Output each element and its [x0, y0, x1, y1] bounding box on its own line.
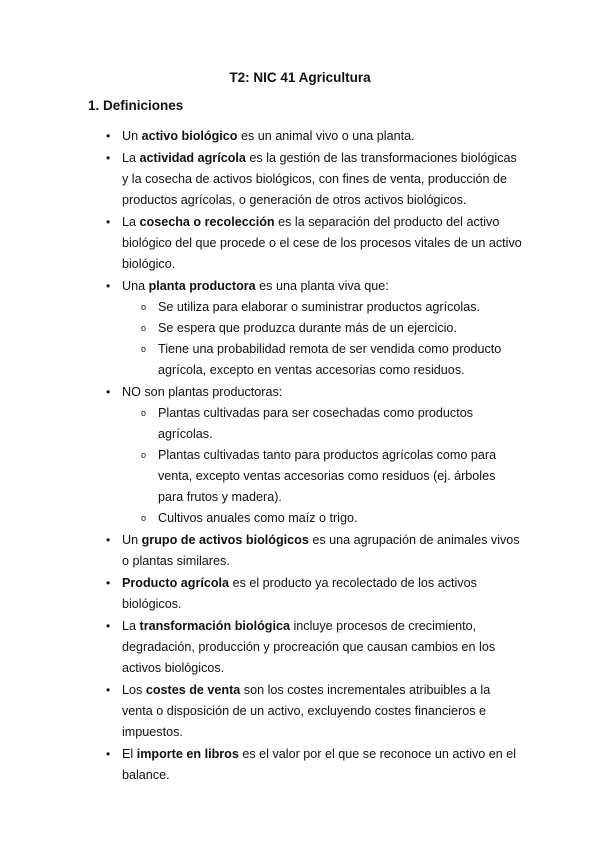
bullet-icon: • — [106, 619, 111, 633]
sub-bullet-icon: o — [141, 408, 147, 418]
sub-list-item: o Tiene una probabilidad remota de ser vendida como producto agrícola, excepto en ventas accesorias como residuos. — [158, 339, 522, 381]
list-item: • Producto agrícola es el producto ya recolectado de los activos biológicos. — [122, 573, 522, 615]
bullet-icon: • — [106, 533, 111, 547]
sub-bullet-icon: o — [141, 323, 147, 333]
bullet-icon: • — [106, 385, 111, 399]
term: importe en libros — [136, 747, 239, 761]
list-item: • La actividad agrícola es la gestión de las transformaciones biológicas y la cosecha de activos biológicos, con fines de venta, producción de productos agrícolas, o generación de otros activos biológicos. — [122, 148, 522, 211]
term: planta productora — [148, 279, 256, 293]
sub-bullet-icon: o — [141, 513, 147, 523]
term: actividad agrícola — [139, 151, 246, 165]
sub-bullet-icon: o — [141, 302, 147, 312]
list-item: • El importe en libros es el valor por el que se reconoce un activo en el balance. — [122, 744, 522, 786]
list-item: • La cosecha o recolección es la separación del producto del activo biológico del que procede o el cese de los procesos vitales de un activo biológico. — [122, 212, 522, 275]
list-item: • Un grupo de activos biológicos es una agrupación de animales vivos o plantas similares. — [122, 530, 522, 572]
definitions-list — [106, 126, 522, 787]
section-heading: 1. Definiciones — [88, 98, 184, 113]
bullet-icon: • — [106, 747, 111, 761]
list-item: • La transformación biológica incluye procesos de crecimiento, degradación, producción y procreación que causan cambios en los activos biológicos. — [122, 616, 522, 679]
sub-bullet-icon: o — [141, 344, 147, 354]
bullet-icon: • — [106, 151, 111, 165]
sub-list — [141, 403, 522, 529]
sub-list-item: o Plantas cultivadas para ser cosechadas como productos agrícolas. — [158, 403, 522, 445]
bullet-icon: • — [106, 576, 111, 590]
sub-list-item: o Se espera que produzca durante más de un ejercicio. — [158, 318, 522, 339]
term: costes de venta — [145, 683, 241, 697]
sub-list-item: o Cultivos anuales como maíz o trigo. — [158, 508, 522, 529]
bullet-icon: • — [106, 215, 111, 229]
term: grupo de activos biológicos — [141, 533, 309, 547]
term: activo biológico — [141, 129, 238, 143]
bullet-icon: • — [106, 129, 111, 143]
list-item: • NO son plantas productoras: o Plantas cultivadas para ser cosechadas como productos agrícolas. o Plantas cultivadas tanto para productos agrícolas como para venta, excepto ventas accesorias como residuos (ej. árboles para frutos y madera). o Cultivos anuales como maíz o trigo. — [122, 382, 522, 529]
term: cosecha o recolección — [139, 215, 275, 229]
term: Producto agrícola — [122, 576, 230, 590]
sub-list-item: o Plantas cultivadas tanto para productos agrícolas como para venta, excepto ventas accesorias como residuos (ej. árboles para frutos y madera). — [158, 445, 522, 508]
document-title: T2: NIC 41 Agricultura — [229, 70, 371, 85]
list-item: • Una planta productora es una planta viva que: o Se utiliza para elaborar o suministrar productos agrícolas. o Se espera que produzca durante más de un ejercicio. o Tiene una probabilidad remota de ser vendida como producto agrícola, excepto en ventas accesorias como residuos. — [122, 276, 522, 381]
sub-list-item: o Se utiliza para elaborar o suministrar productos agrícolas. — [158, 297, 522, 318]
sub-bullet-icon: o — [141, 450, 147, 460]
bullet-icon: • — [106, 279, 111, 293]
term: transformación biológica — [139, 619, 290, 633]
sub-list — [141, 297, 522, 381]
bullet-icon: • — [106, 683, 111, 697]
list-item: • Los costes de venta son los costes incrementales atribuibles a la venta o disposición de un activo, excluyendo costes financieros e impuestos. — [122, 680, 522, 743]
list-item: • Un activo biológico es un animal vivo o una planta. — [122, 126, 522, 147]
